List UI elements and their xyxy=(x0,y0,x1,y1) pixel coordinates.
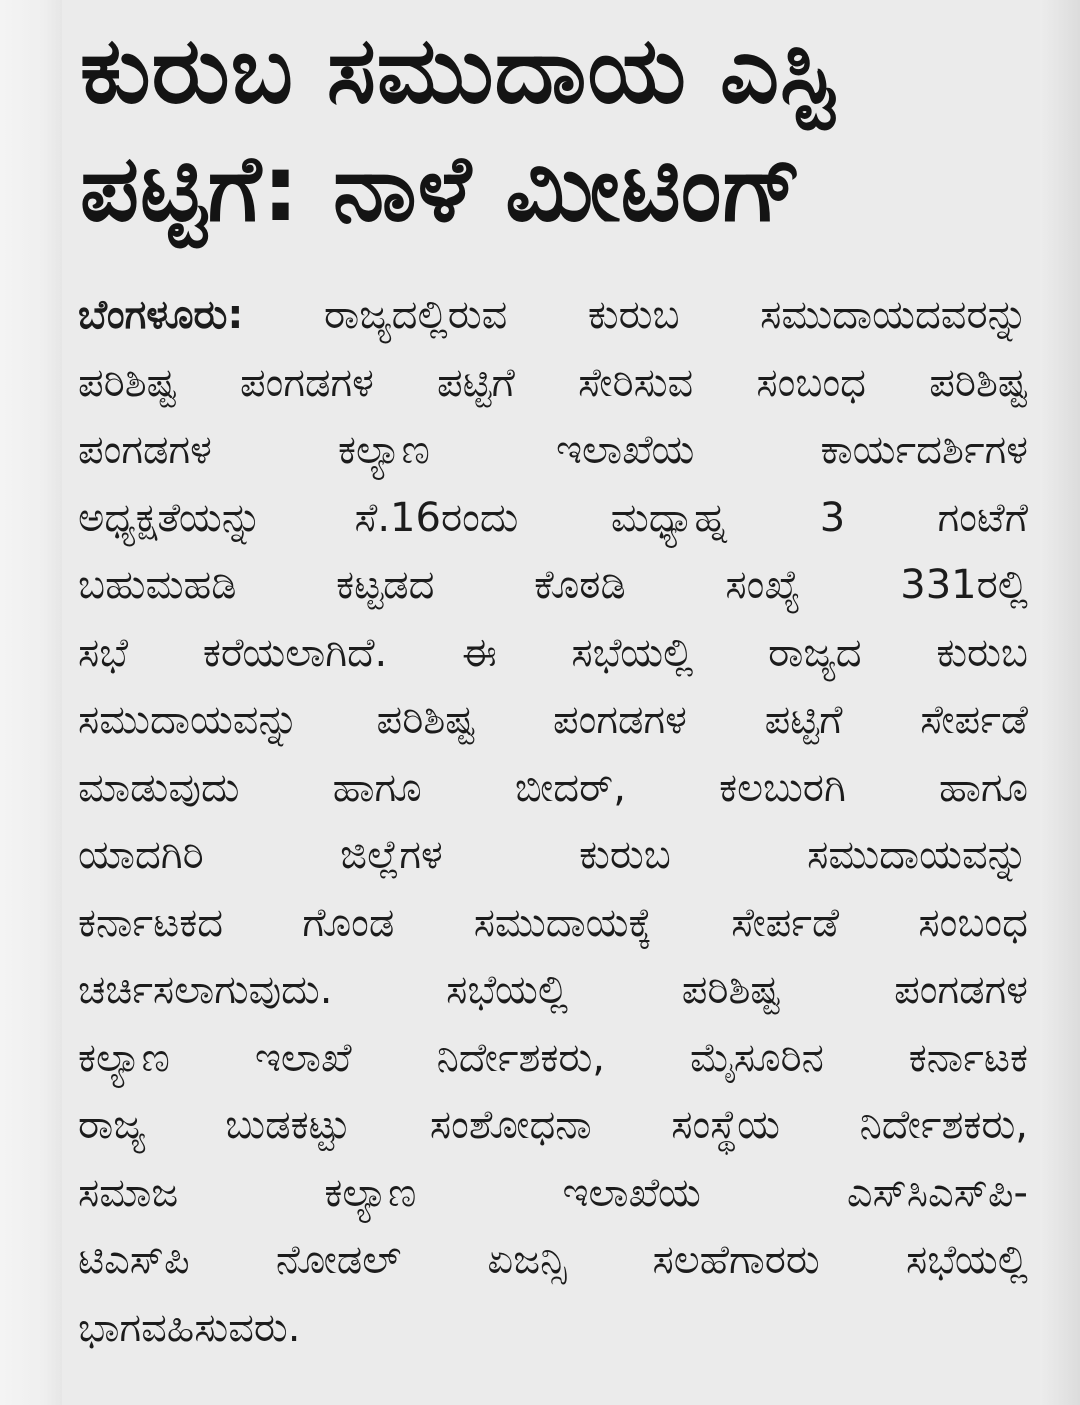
body-line-11: ಚರ್ಚಿಸಲಾಗುವುದು. ಸಭೆಯಲ್ಲಿ ಪರಿಶಿಷ್ಟ ಪಂಗಡಗಳ xyxy=(78,967,1028,1013)
body-line-16: ಭಾಗವಹಿಸುವರು. xyxy=(78,1304,301,1351)
body-line-10: ಕರ್ನಾಟಕದ ಗೊಂಡ ಸಮುದಾಯಕ್ಕೆ ಸೇರ್ಪಡೆ ಸಂಬಂಧ xyxy=(78,899,1028,946)
right-margin-strip xyxy=(1040,0,1080,1405)
body-line-9: ಯಾದಗಿರಿ ಜಿಲ್ಲೆಗಳ ಕುರುಬ ಸಮುದಾಯವನ್ನು xyxy=(78,832,1028,878)
left-margin-strip xyxy=(0,0,62,1405)
headline xyxy=(80,12,1030,248)
body-line-3: ಪಂಗಡಗಳ ಕಲ್ಯಾಣ ಇಲಾಖೆಯ ಕಾರ್ಯದರ್ಶಿಗಳ xyxy=(78,427,1028,473)
article-body xyxy=(78,282,1028,1362)
body-line-2: ಪರಿಶಿಷ್ಟ ಪಂಗಡಗಳ ಪಟ್ಟಿಗೆ ಸೇರಿಸುವ ಸಂಬಂಧ ಪರಿಶಿಷ್ಟ xyxy=(78,359,1028,406)
body-line-7: ಸಮುದಾಯವನ್ನು ಪರಿಶಿಷ್ಟ ಪಂಗಡಗಳ ಪಟ್ಟಿಗೆ ಸೇರ್ಪಡೆ xyxy=(78,697,1028,743)
body-line-15: ಟಿಎಸ್‌ಪಿ ನೋಡಲ್ ಏಜನ್ಸಿ ಸಲಹೆಗಾರರು ಸಭೆಯಲ್ಲಿ xyxy=(78,1237,1028,1283)
body-line-6: ಸಭೆ ಕರೆಯಲಾಗಿದೆ. ಈ ಸಭೆಯಲ್ಲಿ ರಾಜ್ಯದ ಕುರುಬ xyxy=(78,629,1028,676)
body-line-13: ರಾಜ್ಯ ಬುಡಕಟ್ಟು ಸಂಶೋಧನಾ ಸಂಸ್ಥೆಯ ನಿರ್ದೇಶಕರು, xyxy=(78,1102,1028,1148)
body-line-14: ಸಮಾಜ ಕಲ್ಯಾಣ ಇಲಾಖೆಯ ಎಸ್‌ಸಿಎಸ್‌ಪಿ- xyxy=(78,1169,1028,1216)
body-line-12: ಕಲ್ಯಾಣ ಇಲಾಖೆ ನಿರ್ದೇಶಕರು, ಮೈಸೂರಿನ ಕರ್ನಾಟಕ xyxy=(78,1034,1028,1081)
body-line-4: ಅಧ್ಯಕ್ಷತೆಯನ್ನು ಸೆ.16ರಂದು ಮಧ್ಯಾಹ್ನ 3 ಗಂಟೆಗೆ xyxy=(78,494,1028,541)
body-line-1 xyxy=(78,282,1028,350)
headline-line-2: ಪಟ್ಟಿಗೆ: ನಾಳೆ ಮೀಟಿಂಗ್ xyxy=(80,135,804,242)
body-line-8: ಮಾಡುವುದು ಹಾಗೂ ಬೀದರ್, ಕಲಬುರಗಿ ಹಾಗೂ xyxy=(78,764,1028,811)
body-line-5: ಬಹುಮಹಡಿ ಕಟ್ಟಡದ ಕೊಠಡಿ ಸಂಖ್ಯೆ 331ರಲ್ಲಿ xyxy=(78,562,1028,608)
body-line-1-text: ರಾಜ್ಯದಲ್ಲಿರುವ ಕುರುಬ ಸಮುದಾಯದವರನ್ನು xyxy=(243,292,1028,338)
headline-line-1: ಕುರುಬ ಸಮುದಾಯ ಎಸ್ಟಿ xyxy=(80,17,837,124)
dateline: ಬೆಂಗಳೂರು: xyxy=(78,292,244,338)
